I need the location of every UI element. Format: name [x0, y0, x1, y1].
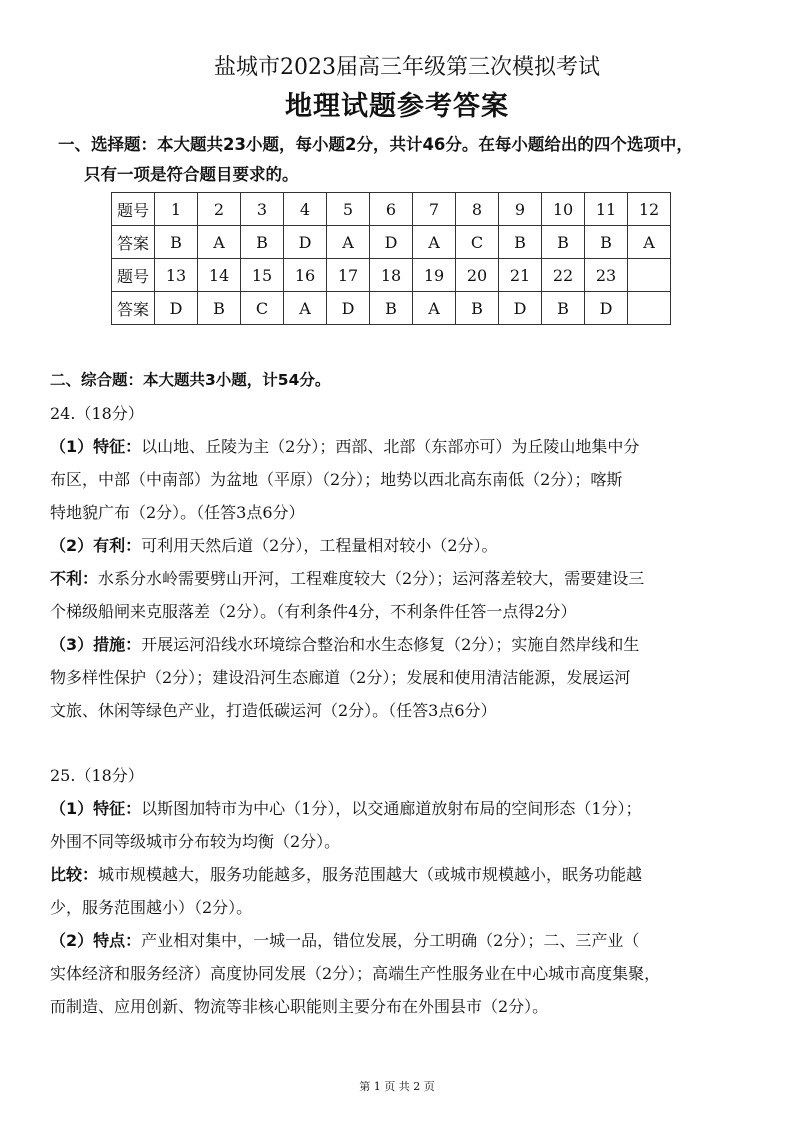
answer-table-cell: 7 — [413, 193, 456, 226]
answer-table-cell: D — [327, 292, 370, 325]
answer-table-row — [112, 226, 671, 259]
q24-disadvantage — [50, 562, 750, 595]
answer-table-cell: 10 — [542, 193, 585, 226]
q25-compare-line2: 少，服务范围越小）（2分）。 — [50, 898, 253, 917]
q25-part1 — [50, 792, 750, 825]
answer-table-cell: A — [327, 226, 370, 259]
answer-table-cell: C — [241, 292, 284, 325]
answer-table-cell: A — [413, 292, 456, 325]
answer-table-label-cell: 答案 — [112, 226, 155, 259]
q24-part3-line2: 物多样性保护（2分）；建设沿河生态廊道（2分）；发展和使用清洁能源，发展运河 — [50, 668, 631, 687]
answer-table-cell: 20 — [456, 259, 499, 292]
q25-part2-label: （2）特点： — [50, 931, 142, 950]
q25-compare — [50, 858, 750, 891]
answer-table-cell — [628, 292, 671, 325]
q25-part1-label: （1）特征： — [50, 799, 142, 818]
answer-table-cell: 21 — [499, 259, 542, 292]
q24-part1 — [50, 430, 750, 463]
answer-table-cell: B — [370, 292, 413, 325]
answer-table-label-cell: 题号 — [112, 259, 155, 292]
q24-part3-line3: 文旅、休闲等绿色产业，打造低碳运河（2分）。（任答3点6分） — [50, 701, 497, 720]
q24-part1-text: 以山地、丘陵为主（2分）；西部、北部（东部亦可）为丘陵山地集中分 — [141, 437, 640, 456]
answer-table-cell: D — [284, 226, 327, 259]
answer-table-cell: A — [198, 226, 241, 259]
answer-table-cell: D — [370, 226, 413, 259]
answer-table-cell: 2 — [198, 193, 241, 226]
q24-part1-line2: 布区，中部（中南部）为盆地（平原）（2分）；地势以西北高东南低（2分）；喀斯 — [50, 470, 623, 489]
answer-table-cell: B — [585, 226, 628, 259]
answer-table-row — [112, 193, 671, 226]
answer-table-cell: 13 — [155, 259, 198, 292]
section1-line1: 一、选择题：本大题共23小题，每小题2分，共计46分。在每小题给出的四个选项中， — [58, 135, 693, 154]
answer-table-cell: A — [284, 292, 327, 325]
answer-table-label-cell: 题号 — [112, 193, 155, 226]
answer-table-cell: D — [155, 292, 198, 325]
q24-part1-line3: 特地貌广布（2分）。（任答3点6分） — [50, 503, 305, 522]
answer-table-cell: 22 — [542, 259, 585, 292]
q24-disadvantage-label: 不利： — [50, 569, 99, 588]
answer-table-cell: A — [628, 226, 671, 259]
q25-title: 25.（18分） — [50, 766, 144, 785]
answer-table-label-cell: 答案 — [112, 292, 155, 325]
answer-table-cell: 5 — [327, 193, 370, 226]
answer-table-cell: B — [198, 292, 241, 325]
answer-table-cell: B — [155, 226, 198, 259]
answer-table-cell: 11 — [585, 193, 628, 226]
answer-table-cell — [628, 259, 671, 292]
q24-part2-text: 可利用天然后道（2分），工程量相对较小（2分）。 — [141, 536, 498, 555]
answer-table-cell: 3 — [241, 193, 284, 226]
q25-part1-line2: 外围不同等级城市分布较为均衡（2分）。 — [50, 832, 341, 851]
answer-table-cell: B — [542, 226, 585, 259]
answer-table — [111, 192, 671, 325]
answer-table-cell: B — [241, 226, 284, 259]
answer-table-row — [112, 259, 671, 292]
q24-part2-label: （2）有利： — [50, 536, 142, 555]
answer-table-cell: 1 — [155, 193, 198, 226]
answer-table-cell: 15 — [241, 259, 284, 292]
q24-part3-label: （3）措施： — [50, 635, 142, 654]
answer-table-cell: 17 — [327, 259, 370, 292]
page-footer: 第 1 页 共 2 页 — [359, 1080, 435, 1093]
answer-table-cell: 12 — [628, 193, 671, 226]
answer-table-cell: B — [456, 292, 499, 325]
answer-table-cell: B — [542, 292, 585, 325]
q25-compare-text: 城市规模越大，服务功能越多，服务范围越大（或城市规模越小，眠务功能越 — [98, 865, 643, 884]
q24-part2 — [50, 529, 750, 562]
answer-table-cell: B — [499, 226, 542, 259]
q25-part1-text: 以斯图加特市为中心（1分），以交通廊道放射布局的空间形态（1分）； — [141, 799, 642, 818]
q25-compare-label: 比较： — [50, 865, 99, 884]
answer-table-cell: C — [456, 226, 499, 259]
answer-table-cell: 23 — [585, 259, 628, 292]
answer-key-title: 地理试题参考答案 — [285, 91, 509, 122]
answer-table-cell: 4 — [284, 193, 327, 226]
q25-part2-line3: 而制造、应用创新、物流等非核心职能则主要分布在外围县市（2分）。 — [50, 997, 549, 1016]
section2-heading: 二、综合题：本大题共3小题，计54分。 — [50, 371, 331, 389]
section1-line2: 只有一项是符合题目要求的。 — [84, 165, 299, 184]
answer-table-cell: 18 — [370, 259, 413, 292]
q24-disadvantage-text: 水系分水岭需要劈山开河，工程难度较大（2分）；运河落差较大，需要建设三 — [98, 569, 645, 588]
q24-title: 24.（18分） — [50, 404, 144, 423]
q25 — [50, 759, 750, 1023]
answer-table-cell: 14 — [198, 259, 241, 292]
section1-heading — [58, 130, 758, 190]
answer-table-cell: D — [499, 292, 542, 325]
answer-table-cell: 16 — [284, 259, 327, 292]
answer-table-cell: 6 — [370, 193, 413, 226]
exam-title: 盐城市2023届高三年级第三次模拟考试 — [214, 55, 600, 80]
answer-table-cell: 19 — [413, 259, 456, 292]
answer-table-cell: 9 — [499, 193, 542, 226]
q24-disadvantage-line2: 个梯级船闸来克服落差（2分）。（有利条件4分，不利条件任答一点得2分） — [50, 602, 577, 621]
answer-table-row — [112, 292, 671, 325]
q24-part3 — [50, 628, 750, 661]
q24-part1-label: （1）特征： — [50, 437, 142, 456]
answer-table-cell: 8 — [456, 193, 499, 226]
section2 — [50, 364, 750, 727]
answer-table-cell: D — [585, 292, 628, 325]
q25-part2-line2: 实体经济和服务经济）高度协同发展（2分）；高端生产性服务业在中心城市高度集聚， — [50, 964, 661, 983]
answer-table-cell: A — [413, 226, 456, 259]
q25-part2 — [50, 924, 750, 957]
q25-part2-text: 产业相对集中，一城一品，错位发展，分工明确（2分）；二、三产业（ — [141, 931, 640, 950]
q24-part3-text: 开展运河沿线水环境综合整治和水生态修复（2分）；实施自然岸线和生 — [141, 635, 640, 654]
